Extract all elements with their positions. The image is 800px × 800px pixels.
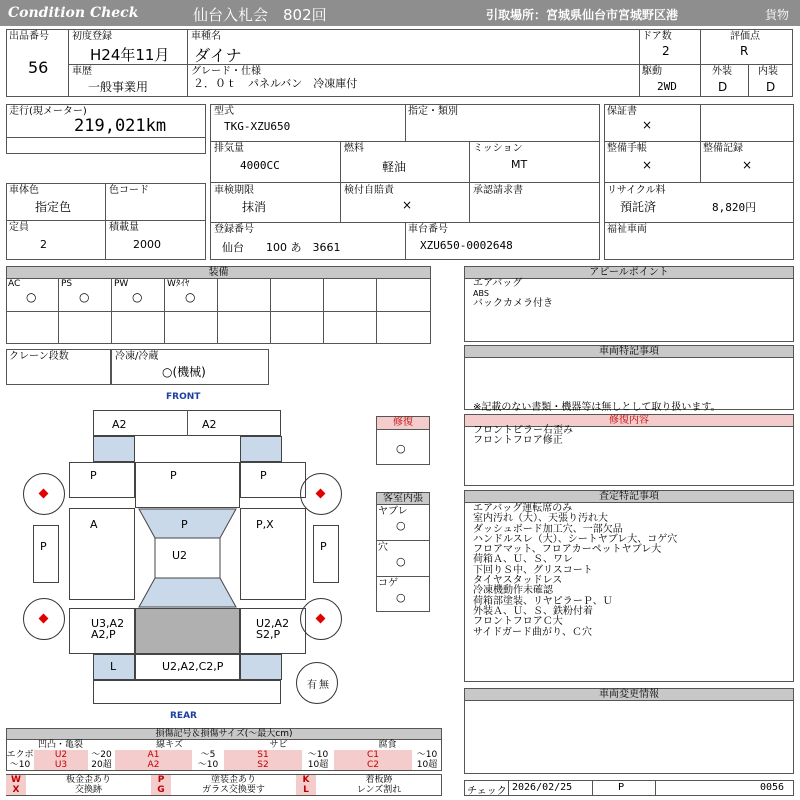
inspection-note-line: 下回りＳ中、グリスコート bbox=[473, 564, 593, 576]
right-front-corner bbox=[240, 436, 282, 462]
color-code-label: 色コード bbox=[109, 185, 149, 196]
windshield-mark: P bbox=[181, 518, 188, 531]
equip-pw-mark: ○ bbox=[132, 290, 143, 304]
legend-size-cell: 10超 bbox=[416, 760, 438, 770]
rear-deck bbox=[135, 608, 240, 654]
legend-mark-desc: 板金歪あり bbox=[65, 775, 111, 785]
left-front-fender-mark: P bbox=[90, 469, 97, 482]
legend-mark-desc: ガラス交換要す bbox=[202, 785, 265, 795]
mission-label: ミッション bbox=[473, 143, 523, 154]
repair-side-mark: ○ bbox=[396, 442, 406, 455]
equip-wtire-mark: ○ bbox=[185, 290, 196, 304]
front-bumper-right-mark: A2 bbox=[202, 418, 217, 431]
history: 一般事業用 bbox=[88, 80, 149, 94]
spec-label: グレード・仕様 bbox=[191, 66, 261, 77]
check-mark: P bbox=[618, 782, 625, 793]
right-rear-mark-2: S2,P bbox=[256, 628, 281, 641]
lot-number: 56 bbox=[28, 58, 49, 77]
rear-label: REAR bbox=[170, 711, 197, 721]
legend-size-cell: A1 bbox=[115, 750, 192, 760]
repair-lines bbox=[473, 426, 573, 446]
inspection-note-line: エアバッグ運転席のみ bbox=[473, 503, 573, 514]
spare-tire-yes: 有 bbox=[307, 680, 317, 691]
inspection-note-line: 室内汚れ（大）、天張り汚れ大 bbox=[473, 513, 608, 525]
legend-category: 凹凸・亀裂 bbox=[37, 740, 83, 750]
model-name: ダイナ bbox=[194, 46, 242, 65]
plate-label: 登録番号 bbox=[214, 224, 254, 235]
displacement-label: 排気量 bbox=[214, 143, 244, 154]
inspection-note-line: 冷凍機動作未確認 bbox=[473, 585, 553, 597]
cabin-title: 客室内張 bbox=[376, 492, 430, 505]
sheet-number: 0056 bbox=[760, 782, 785, 793]
left-rear-mark-1: U3,A2 bbox=[91, 617, 125, 630]
cabin-hole-mark: ○ bbox=[396, 555, 406, 568]
legend-mark-code: L bbox=[296, 785, 316, 795]
interior-grade: D bbox=[766, 80, 776, 94]
inspection-note-line: ダッシュボード加工穴、一部欠品 bbox=[473, 523, 623, 535]
legend-size-cell: ～10 bbox=[9, 760, 31, 770]
recycle-status: 預託済 bbox=[620, 200, 657, 214]
capacity-label: 定員 bbox=[9, 222, 29, 233]
lot-label: 出品番号 bbox=[9, 31, 49, 42]
equip-ps-mark: ○ bbox=[79, 290, 90, 304]
maintenance-label: 整備記録 bbox=[703, 143, 743, 154]
interior-label: 内装 bbox=[758, 66, 778, 77]
inspection-note-line: タイヤスタッドレス bbox=[473, 575, 563, 587]
rear-panel-mark: U2,A2,C2,P bbox=[162, 660, 224, 673]
legend-mark-code: K bbox=[296, 775, 316, 785]
inspection-label: 車検期限 bbox=[214, 185, 254, 196]
maintenance-record: × bbox=[742, 158, 753, 172]
spare-tire-no: 無 bbox=[319, 680, 329, 691]
appeal-line: ABS bbox=[473, 289, 489, 298]
exterior-label: 外装 bbox=[712, 66, 732, 77]
load-capacity: 2000 bbox=[133, 238, 161, 251]
hood bbox=[135, 462, 240, 508]
auction-title: 仙台入札会 802回 bbox=[193, 6, 327, 24]
crane-label: クレーン段数 bbox=[9, 351, 69, 362]
legend-mark-desc: レンズ割れ bbox=[356, 785, 402, 795]
legend-size-cell: 10超 bbox=[307, 760, 329, 770]
right-step-mark: P bbox=[320, 540, 327, 553]
doors: 2 bbox=[662, 44, 670, 58]
warranty-label: 保証書 bbox=[607, 106, 637, 117]
cabin-hole-label: 穴 bbox=[378, 542, 388, 553]
legend-size-cell: C1 bbox=[334, 750, 412, 760]
left-front-fender bbox=[69, 462, 135, 498]
displacement: 4000CC bbox=[240, 159, 280, 172]
legend-size-cell: C2 bbox=[334, 760, 412, 770]
legend-category: サビ bbox=[269, 740, 288, 750]
spec: ２．０ｔ パネルバン 冷凍庫付 bbox=[193, 77, 358, 90]
legend-title: 損傷記号＆損傷サイズ(～最大cm) bbox=[6, 728, 442, 740]
appeal-line: バックカメラ付き bbox=[473, 298, 553, 309]
fridge-label: 冷凍/冷蔵 bbox=[115, 351, 159, 362]
appeal-lines bbox=[473, 279, 553, 309]
right-step bbox=[313, 525, 339, 583]
equip-wtire-label: Wﾀｲﾔ bbox=[167, 279, 190, 289]
appeal-line: エアバッグ bbox=[473, 278, 523, 289]
chassis-number: XZU650-0002648 bbox=[420, 239, 513, 252]
repair-details-title: 修復内容 bbox=[464, 414, 794, 427]
legend-size-cell: ～10 bbox=[416, 750, 438, 760]
inspection-note-line: 荷箱Ａ、Ｕ、Ｓ、ワレ bbox=[473, 554, 573, 566]
approval-label: 承認請求書 bbox=[473, 185, 523, 196]
right-rear-mark-1: U2,A2 bbox=[256, 617, 290, 630]
welfare-label: 福祉車両 bbox=[607, 224, 647, 235]
change-info-title: 車両変更情報 bbox=[464, 688, 794, 701]
history-label: 車歴 bbox=[72, 66, 92, 77]
drive-label: 駆動 bbox=[642, 66, 662, 77]
equip-pw-label: PW bbox=[114, 279, 129, 289]
change-info-box bbox=[464, 700, 794, 774]
legend-categories bbox=[6, 740, 442, 750]
cabin-tear-mark: ○ bbox=[396, 519, 406, 532]
left-rear-corner-mark: L bbox=[110, 660, 117, 673]
inspection-note-line: 外装Ａ、Ｕ、Ｓ、鉄粉付着 bbox=[473, 605, 593, 617]
recycle-amount: 8,820円 bbox=[712, 201, 757, 214]
inspection-notes-title: 査定特記事項 bbox=[464, 490, 794, 503]
inspection-note-line: フロントフロアＣ大 bbox=[473, 616, 563, 628]
legend-mark-code: P bbox=[151, 775, 171, 785]
equip-ps-label: PS bbox=[61, 279, 73, 289]
legend-size-cell: ～20 bbox=[91, 750, 112, 760]
check-label: チェック bbox=[467, 786, 507, 797]
front-label: FRONT bbox=[166, 392, 201, 402]
legend-size-cell: ～10 bbox=[307, 750, 329, 760]
body-color: 指定色 bbox=[35, 200, 72, 214]
legend-size-cell: ～10 bbox=[197, 760, 219, 770]
legend-size-cell: S2 bbox=[224, 760, 302, 770]
legend-size-cell: U2 bbox=[34, 750, 88, 760]
model-code-label: 型式 bbox=[214, 106, 234, 117]
model-code: TKG-XZU650 bbox=[224, 120, 291, 133]
legend-size-cell: S1 bbox=[224, 750, 302, 760]
repair-line: フロントピラー右歪み bbox=[473, 425, 573, 436]
legend-size-cell: 20超 bbox=[91, 760, 112, 770]
cabin-burn-label: コゲ bbox=[378, 578, 398, 589]
right-front-fender bbox=[240, 462, 306, 498]
right-front-door-mark: P,X bbox=[256, 518, 274, 531]
record-book: × bbox=[642, 158, 653, 172]
pickup-location: 引取場所：宮城県仙台市宮城野区港 bbox=[486, 8, 679, 22]
inspection-note-line: フロアマット、フロアカーペットヤブレ大 bbox=[473, 544, 662, 556]
first-registration: H24年11月 bbox=[90, 46, 170, 64]
inspection-note-line: サイドガード曲がり、Ｃ穴 bbox=[473, 626, 592, 638]
legend-size-cell: A2 bbox=[115, 760, 192, 770]
legend-mark-desc: 着板跡 bbox=[365, 775, 393, 785]
model-name-label: 車種名 bbox=[191, 31, 221, 42]
chassis-label: 車台番号 bbox=[408, 224, 448, 235]
brand: Condition Check bbox=[8, 5, 139, 21]
legend-mark-code: X bbox=[6, 785, 26, 795]
legend-size-cell: エクボ bbox=[6, 750, 34, 760]
rear-bumper bbox=[93, 680, 281, 704]
vehicle-category: 貨物 bbox=[765, 8, 790, 22]
legend-category: 腐食 bbox=[378, 740, 397, 750]
front-bumper-left-mark: A2 bbox=[112, 418, 127, 431]
fridge-value: ○(機械) bbox=[162, 365, 206, 379]
grade-label: 評価点 bbox=[730, 31, 760, 42]
special-note: ※記載のない書類・機器等は無しとして取り扱います。 bbox=[473, 402, 721, 413]
inspection: 抹消 bbox=[242, 200, 267, 214]
inspection-note-line: 荷箱部塗装、リヤピラーＰ、Ｕ bbox=[473, 595, 613, 607]
fuel-label: 燃料 bbox=[344, 143, 364, 154]
recycle-label: リサイクル料 bbox=[607, 185, 666, 196]
legend-mark-desc: 交換跡 bbox=[74, 785, 102, 795]
equipment-title: 装備 bbox=[6, 266, 431, 279]
record-book-label: 整備手帳 bbox=[607, 143, 647, 154]
right-front-fender-mark: P bbox=[260, 469, 267, 482]
capacity: 2 bbox=[40, 238, 47, 251]
hood-mark: P bbox=[170, 469, 177, 482]
inspection-note-line: ハンドルスレ（大）、シートヤブレ大、コゲ穴 bbox=[473, 533, 678, 545]
special-notes-title: 車両特記事項 bbox=[464, 345, 794, 358]
cabin-tear-label: ヤブレ bbox=[378, 506, 408, 517]
legend-marks bbox=[6, 775, 442, 795]
legend-size-rows bbox=[6, 750, 442, 771]
legend-mark-desc: 塗装歪あり bbox=[210, 775, 256, 785]
left-front-door bbox=[69, 508, 135, 600]
appeal-title: アピールポイント bbox=[464, 266, 794, 279]
doors-label: ドア数 bbox=[642, 31, 672, 42]
legend-mark-code: G bbox=[151, 785, 171, 795]
mileage-label: 走行(現メーター) bbox=[9, 106, 87, 117]
exterior-grade: D bbox=[718, 80, 728, 94]
repair-side-title: 修復 bbox=[376, 416, 430, 430]
repair-line: フロントフロア修正 bbox=[473, 435, 563, 446]
grade: R bbox=[740, 44, 749, 58]
first-reg-label: 初度登録 bbox=[72, 31, 112, 42]
insurance: × bbox=[402, 198, 413, 212]
inspection-notes-lines bbox=[473, 504, 677, 638]
mileage: 219,021km bbox=[74, 116, 167, 136]
designation-label: 指定・類別 bbox=[408, 106, 458, 117]
plate-number: 仙台 100 あ 3661 bbox=[222, 241, 341, 254]
load-label: 積載量 bbox=[109, 222, 139, 233]
mission: MT bbox=[511, 158, 528, 171]
color-label: 車体色 bbox=[9, 185, 39, 196]
legend-category: 線キズ bbox=[156, 740, 183, 750]
check-date: 2026/02/25 bbox=[512, 782, 573, 793]
roof-mark: U2 bbox=[172, 549, 188, 562]
warranty: × bbox=[642, 118, 653, 132]
right-rear-panel-marks bbox=[256, 618, 289, 640]
equip-ac-label: AC bbox=[8, 279, 21, 289]
legend-size-cell: ～5 bbox=[200, 750, 216, 760]
legend-size-cell: U3 bbox=[34, 760, 88, 770]
spare-tire bbox=[296, 662, 338, 704]
left-rear-panel-marks bbox=[91, 618, 124, 640]
drive: 2WD bbox=[657, 80, 677, 93]
legend-mark-code: W bbox=[6, 775, 26, 785]
left-front-door-mark: A bbox=[90, 518, 98, 531]
left-front-corner bbox=[93, 436, 135, 462]
left-rear-mark-2: A2,P bbox=[91, 628, 116, 641]
cabin-burn-mark: ○ bbox=[396, 591, 406, 604]
right-rear-corner bbox=[240, 654, 282, 680]
fuel: 軽油 bbox=[382, 160, 407, 174]
left-step-mark: P bbox=[40, 540, 47, 553]
insurance-label: 検付自賠責 bbox=[344, 185, 394, 196]
left-step bbox=[33, 525, 59, 583]
equip-ac-mark: ○ bbox=[26, 290, 37, 304]
